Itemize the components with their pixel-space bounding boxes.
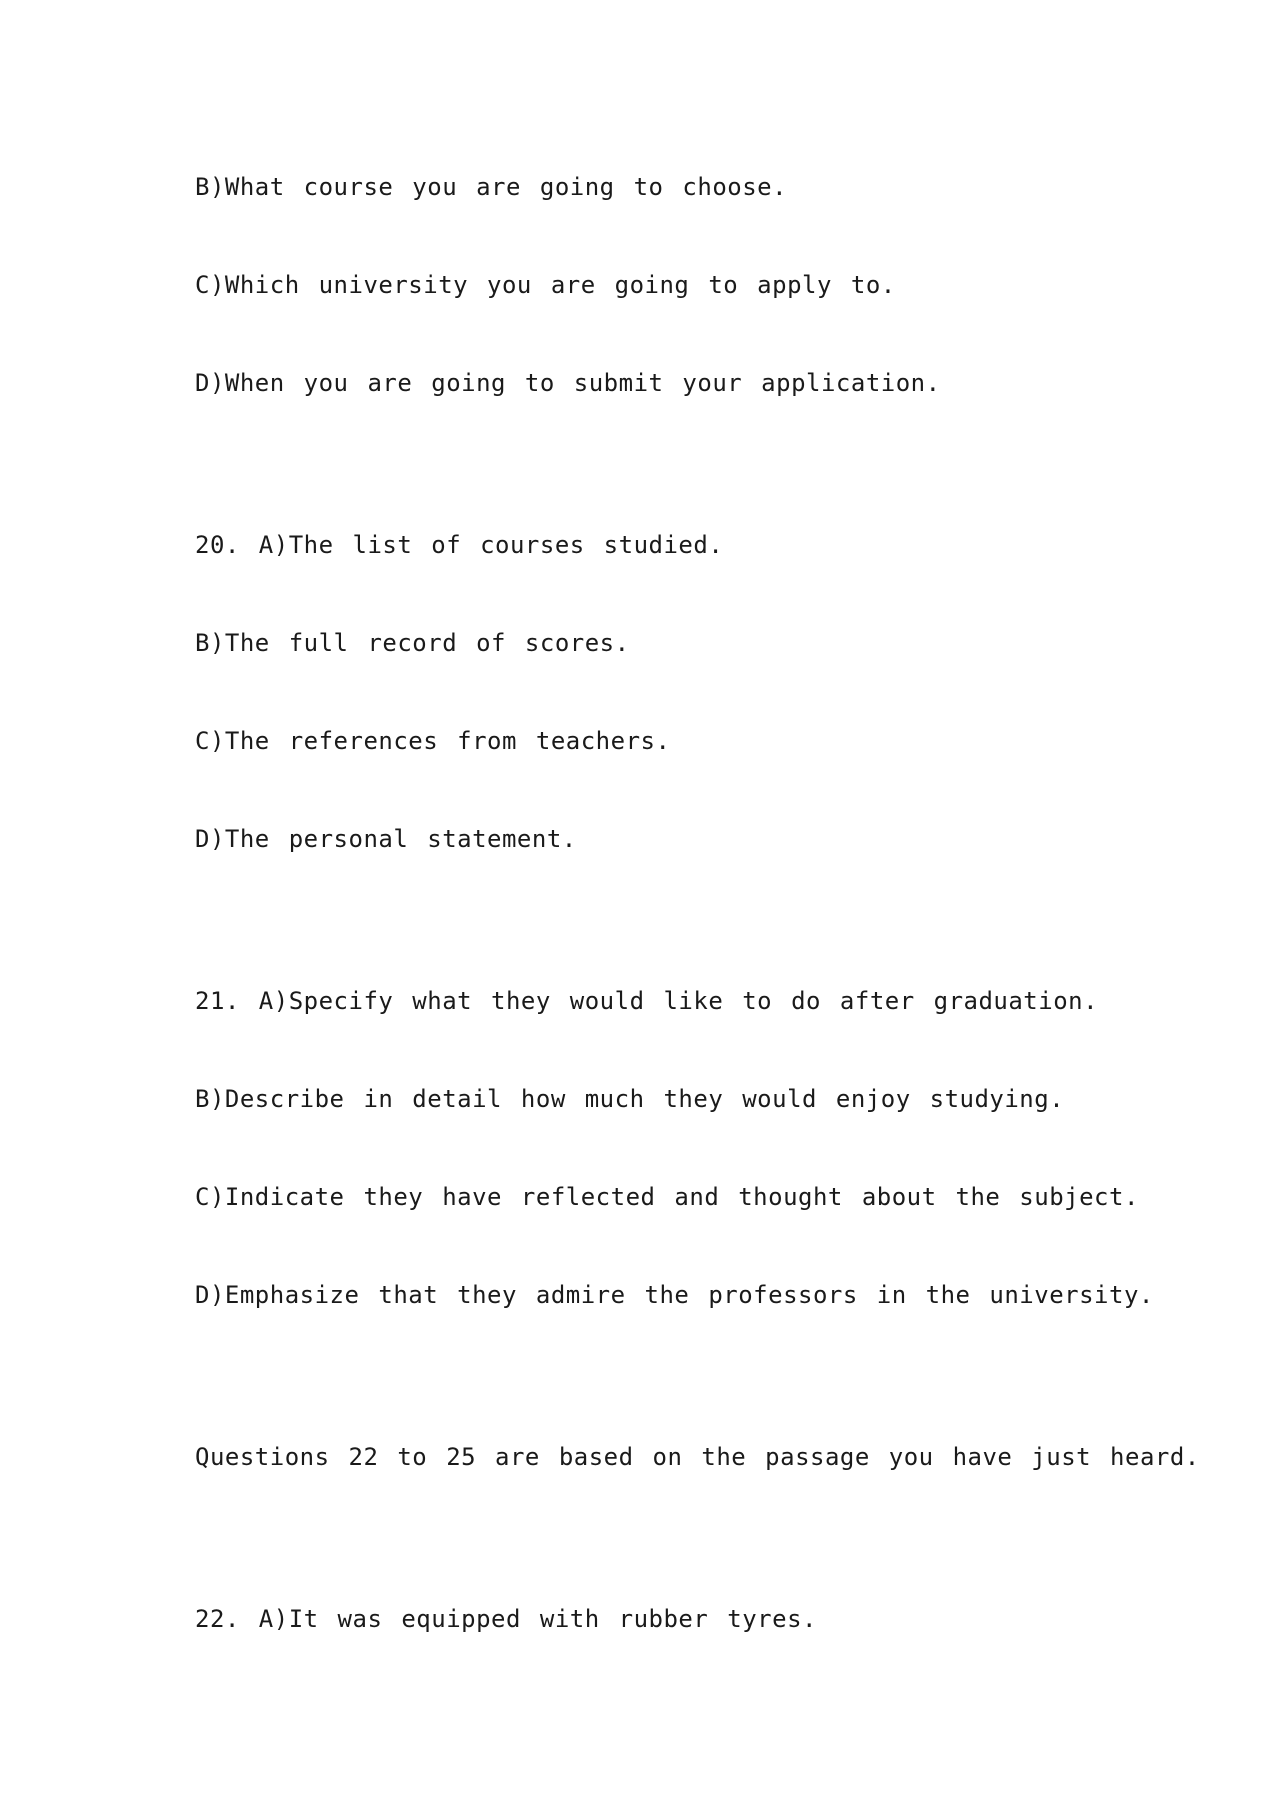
section-instruction: Questions 22 to 25 are based on the passage you have just heard. <box>195 1443 1200 1471</box>
q21-option-d: D)Emphasize that they admire the professors in the university. <box>195 1281 1154 1309</box>
q21-option-a: 21. A)Specify what they would like to do after graduation. <box>195 987 1099 1015</box>
q19-option-b: B)What course you are going to choose. <box>195 173 788 201</box>
q20-option-c: C)The references from teachers. <box>195 727 671 755</box>
q21-option-c: C)Indicate they have reflected and thought about the subject. <box>195 1183 1139 1211</box>
q20-option-a: 20. A)The list of courses studied. <box>195 531 724 559</box>
q20-option-b: B)The full record of scores. <box>195 629 630 657</box>
q20-option-d: D)The personal statement. <box>195 825 577 853</box>
q21-option-b: B)Describe in detail how much they would enjoy studying. <box>195 1085 1065 1113</box>
q19-option-d: D)When you are going to submit your application. <box>195 369 941 397</box>
q22-option-a: 22. A)It was equipped with rubber tyres. <box>195 1605 817 1633</box>
q19-option-c: C)Which university you are going to apply to. <box>195 271 896 299</box>
